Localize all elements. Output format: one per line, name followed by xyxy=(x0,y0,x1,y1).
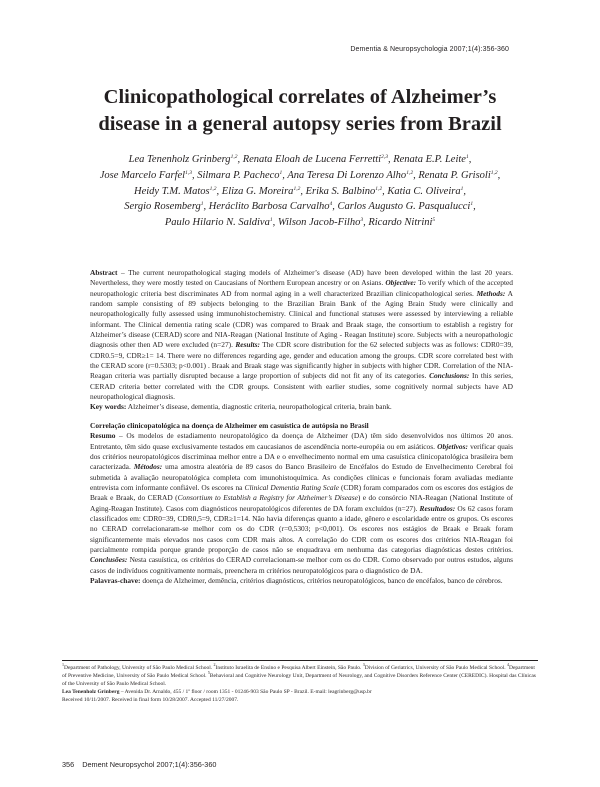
author-line: Jose Marcelo Farfel$^{1,3}$, Silmara P. Pacheco$^1$, Ana Teresa Di Lorenzo Alho$^{1,2}$, Renata P. Grisoli$^{1,2}$, xyxy=(99,169,501,181)
abstract-label: Abstract xyxy=(90,268,118,277)
author-line: Heidy T.M. Matos$^{1,2}$, Eliza G. Moreira$^{1,2}$, Erika S. Balbino$^{1,2}$, Katia C. Oliveira$^1$, xyxy=(134,185,466,197)
journal-header: Dementia & Neuropsychologia 2007;1(4):356-360 xyxy=(350,46,509,53)
conclusions-label: Conclusions: xyxy=(429,371,470,381)
author-line: Paulo Hilario N. Saldiva$^1$, Wilson Jacob-Filho$^3$, Ricardo Nitrini$^5$ xyxy=(164,217,436,229)
author-list xyxy=(30,152,570,231)
portuguese-title: Correlação clinicopatológica na doença de Alzheimer em casuística de autópsia no Brasil xyxy=(90,420,369,430)
keywords-english: Key words: Alzheimer’s disease, dementia, diagnostic criteria, neuropathological criteria, brain bank. xyxy=(90,402,392,412)
abstract-portuguese: Resumo – Os modelos de estadiamento neuropatológico da doença de Alzheimer (DA) têm sido desenvolvidos nos últimos 20 anos. Entretanto, têm sido quase exclusivamente testados em caucasianos de ascendência norte-européia ou em asiáticos. Objetivos: verificar quais dos critérios neuropatológicos discriminaa melhor entre a DA e o envelhecimento normal em uma casuística clinicopatológica brasileira bem caracterizada. Métodos: uma amostra aleatória de 89 casos do Banco Brasileiro de Encéfalos do Estudo de Envelhecimento Cerebral foi submetida à avaliação neuropatológica completa com imunohistoquímica. As condições clínicas e funcionais foram avaliadas mediante entrevista com informante confiável. Os escores na Clinical Dementia Rating Scale (CDR) foram comparados com os escores dos estágios de Braak e Braak, do CERAD (Consortium to Establish a Registry for Alzheimer’s Disease) e do consórcio NIA-Reagan (National Institute of Aging-Reagan Institute). Casos com diagnósticos neuropatológicos diferentes de DA foram excluídos (n=27). Resultados: Os 62 casos foram classificados em: CDR0=39, CDR0,5=9, CDR≥1=14. Não havia diferenças quanto a idade, gênero e escolaridade entre os grupos. Os escores no CERAD correlacionaram-se melhor com os do CDR (r=0,5303; p<0,001). Os escores nos estágios de Braak e Braak foram significantemente mais elevados nos casos com CDR mais altos. A correlação do CDR com os escores dos critérios NIA-Reagan foi parcialmente rompida porque grande proporção de casos não se enquadrava em nenhuma das categorias diagnósticas destes critérios. Conclusões: Nesta casuística, os critérios do CERAD correlacionam-se melhor com os do CDR. Como observado por outros estudos, alguns casos de indivíduos cognitivamente normais, preenchera m critérios neuropatológicos para o diagnóstico de DA. xyxy=(90,431,513,575)
received-dates: Received 10/11/2007. Received in final form 10/28/2007. Accepted 11/27/2007. xyxy=(62,697,239,704)
affiliations: $^1$Department of Pathology, University of São Paulo Medical School. $^2$Instituto Israelita de Ensino e Pesquisa Albert Einstein, São Paulo. $^3$Division of Geriatrics, University of São Paulo Medical School. $^4$Department of Preventive Medicine, University of São Paulo Medical School. $^5$Behavioral and Cognitive Neurology Unit, Department of Neurology, and Cognitive Disorders Reference Center (CEREDIC). Hospital das Clínicas of the University of São Paulo Medical School. xyxy=(62,662,536,688)
footer-citation: Dement Neuropsychol 2007;1(4):356-360 xyxy=(82,760,217,769)
article-title xyxy=(40,84,560,138)
footnotes xyxy=(62,664,538,704)
author-line: Sergio Rosemberg$^1$, Heráclito Barbosa Carvalho$^4$, Carlos Augusto G. Pasqualucci$^1$, xyxy=(124,201,476,213)
correspondence: Lea Tenenholz Grinberg – Avenida Dr. Arnaldo, 455 / 1º floor / room 1351 - 01246-903 São Paulo SP - Brazil. E-mail: leagrinberg@usp.br xyxy=(62,689,372,696)
title-line: disease in a general autopsy series from Brazil xyxy=(98,113,502,135)
page-footer xyxy=(62,760,224,769)
methods-label: Methods: xyxy=(476,288,506,298)
page-number: 356 xyxy=(62,760,75,769)
results-label: Results: xyxy=(235,340,260,350)
author-line: Lea Tenenholz Grinberg$^{1,2}$, Renata Eloah de Lucena Ferretti$^{2,3}$, Renata E.P. Leite$^1$, xyxy=(128,154,472,165)
footnote-divider xyxy=(62,660,538,661)
keywords-portuguese: Palavras-chave: doença de Alzheimer, demência, critérios diagnósticos, critérios neuropatológicos, banco de encéfalos, banco de cérebros. xyxy=(90,575,503,585)
abstract-english: Abstract – The current neuropathological staging models of Alzheimer’s disease (AD) have been developed within the last 20 years. Nevertheless, they were mostly tested on Caucasians of Northern European ancestry or on Asians. Objective: To verify which of the accepted neuropathologic criteria best discriminates AD from normal aging in a well characterized Brazilian clinicopathological series. Methods: A random sample consisting of 89 subjects belonging to the Brazilian Brain Bank of the Aging Brain Study were clinically and neuropathologically fully assessed using immunohistochemistry. Clinical and functional statuses were assessed by interviewing a reliable informant. The Clinical dementia rating scale (CDR) was compared to Braak and Braak stage, the consortium to establish a registry for Alzheimer’s disease (CERAD) score and NIA-Reagan (National Institute of Aging - Reagan Institute) score. Subjects with a neuropathologic diagnosis other then AD were excluded (n=27). Results: The CDR score distribution for the 62 selected subjects was as follows: CDR0=39, CDR0.5=9, CDR≥1= 14. There were no differences regarding age, gender and education among the groups. CDR score correlated best with the CERAD score (r=0.5303; p<0.001) . Braak and Braak stage was significantly higher in subjects with higher CDR. Correlation of the NIA-Reagan criteria was partially disrupted because a large proportion of subjects did not fit any of its categories. Conclusions: In this series, CERAD criteria better correlated with the CDR groups. Consistent with earlier studies, some cognitively normal subjects have AD neuropathological diagnosis. xyxy=(90,268,514,402)
abstract-section xyxy=(90,268,513,586)
title-line: Clinicopathological correlates of Alzheimer’s xyxy=(103,86,497,108)
objective-label: Objective: xyxy=(385,278,417,288)
resumo-label: Resumo xyxy=(90,431,116,441)
